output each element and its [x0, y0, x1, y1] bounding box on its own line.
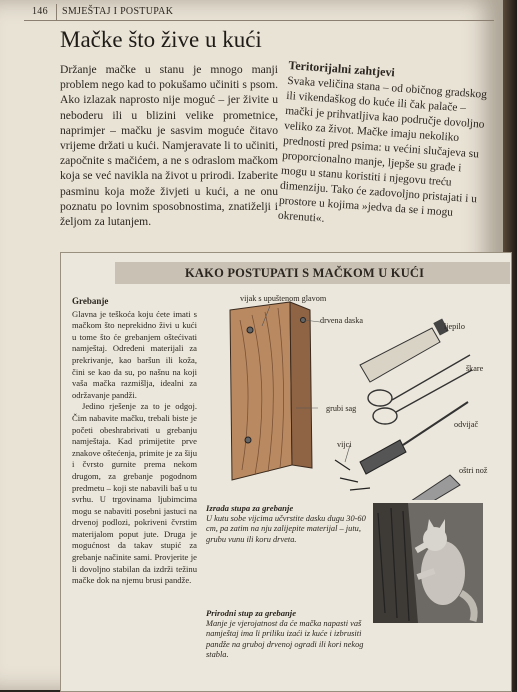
scratching-paragraph-1: Glavna je teškoća koju ćete imati s mačkom što neprekidno živi u kući u tome što će grebanjem oštećivati namještaj. Određeni materijali za prekrivanje, kao baršun ili koža, čini se kao da su, po našnu na koji vaša mačka razmišlja, idealni za održavanje pandži. [72, 308, 197, 400]
caption-making-post-text: U kutu sobe vijcima učvrstite dasku dugu 30-60 cm, pa zatim na nju zalijepite materijal – jutu, grubu vunu ili koru drveta. [206, 513, 366, 544]
label-burlap: grubi sag [326, 404, 357, 413]
running-title: SMJEŠTAJ I POSTUPAK [62, 6, 174, 17]
label-board: drvena daska [320, 316, 363, 325]
label-screwdriver: odvijač [454, 420, 479, 429]
article-column-left [60, 62, 278, 229]
label-knife: oštri nož [459, 466, 488, 475]
header-divider [56, 4, 57, 20]
article-column-right [277, 58, 488, 238]
scratching-paragraph-2: Jedino rješenje za to je odgoj. Čim nabavite mačku, trebali biste je početi obeshrabrivati u grebanju namještaja. Kad primijetite prve znakove oštećenja, primite je za šiju i čvrsto gurnite prema nekom drugom, za grebanje pogodnom predmetu – koji ste nabavili baš u tu svrhu. U trgovinama ljubimcima mogu se nabaviti posebni jastuci na drvenoj podlozi, pokriveni čvrstim materijalom poput jute. Druga je mogućnost da takav stupić za grebanje načinite sami. Provjerite je li dovoljno stabilan da izdrži težinu mačke dok na njemu brusi pandže. [72, 401, 197, 586]
label-screw: vijak s upuštenom glavom [240, 294, 327, 303]
label-glue: ljepilo [444, 322, 465, 331]
screwdriver-drawing [360, 402, 468, 474]
caption-natural-post [206, 608, 368, 661]
info-box-title: KAKO POSTUPATI S MAČKOM U KUĆI [185, 266, 425, 280]
caption-natural-post-text: Manje je vjerojatnost da će mačka napasti vaš namještaj ima li priliku izaći iz kuće i izbrusiti pandže na gruboj drvenoj ogradi ili kori nekog stabla. [206, 618, 364, 660]
territorial-paragraph: Svaka veličina stana – od običnog gradskog ili vikendaškog do kuće ili čak palače – mački je prihvatljiva kao područje dovoljno veliko za život. Mačke imaju nekoliko prednosti pred psima: u većini slučajeva su proporcionalno manje, ljepše su građe i mogu u stanu koristiti i njegovu treću dimenziju. Tako će zadovoljno pristajati i u prostore u kojima »jedva da se i mogu okrenuti«. [277, 74, 488, 225]
cat-on-tree-photo [373, 503, 483, 623]
caption-making-post [206, 503, 366, 545]
label-screws: vijci [337, 440, 352, 449]
caption-natural-post-title: Prirodni stup za grebanje [206, 608, 297, 618]
label-scissors: škare [466, 364, 484, 373]
article-title: Mačke što žive u kući [60, 27, 262, 52]
page-number: 146 [32, 6, 48, 17]
scratching-sidebar [72, 296, 197, 587]
intro-paragraph: Držanje mačke u stanu je mnogo manji problem nego kad to pokušamo učiniti s psom. Ako izlazak naprosto nije moguć – jer živite u neboderu ili u blizini velike prometnice, naprimjer – mačku je sasvim moguće čitavo vrijeme držati u kući. Namjeravate li to učiniti, započnite s mačićem, a ne s odraslom mačkom koja se već navikla na život u prirodi. Izaberite pasminu koja može živjeti u kući, a ne onu poznatu po lovnim sposobnostima, znatiželji i željom za lutanjem. [60, 63, 278, 229]
territorial-heading: Teritorijalni zahtjevi [288, 58, 396, 80]
caption-making-post-title: Izrada stupa za grebanje [206, 503, 294, 513]
utility-knife-drawing [405, 475, 460, 500]
scratching-heading: Grebanje [72, 296, 109, 306]
wooden-board-drawing [230, 302, 312, 480]
running-header [24, 4, 494, 21]
glue-tube-drawing [360, 318, 449, 382]
